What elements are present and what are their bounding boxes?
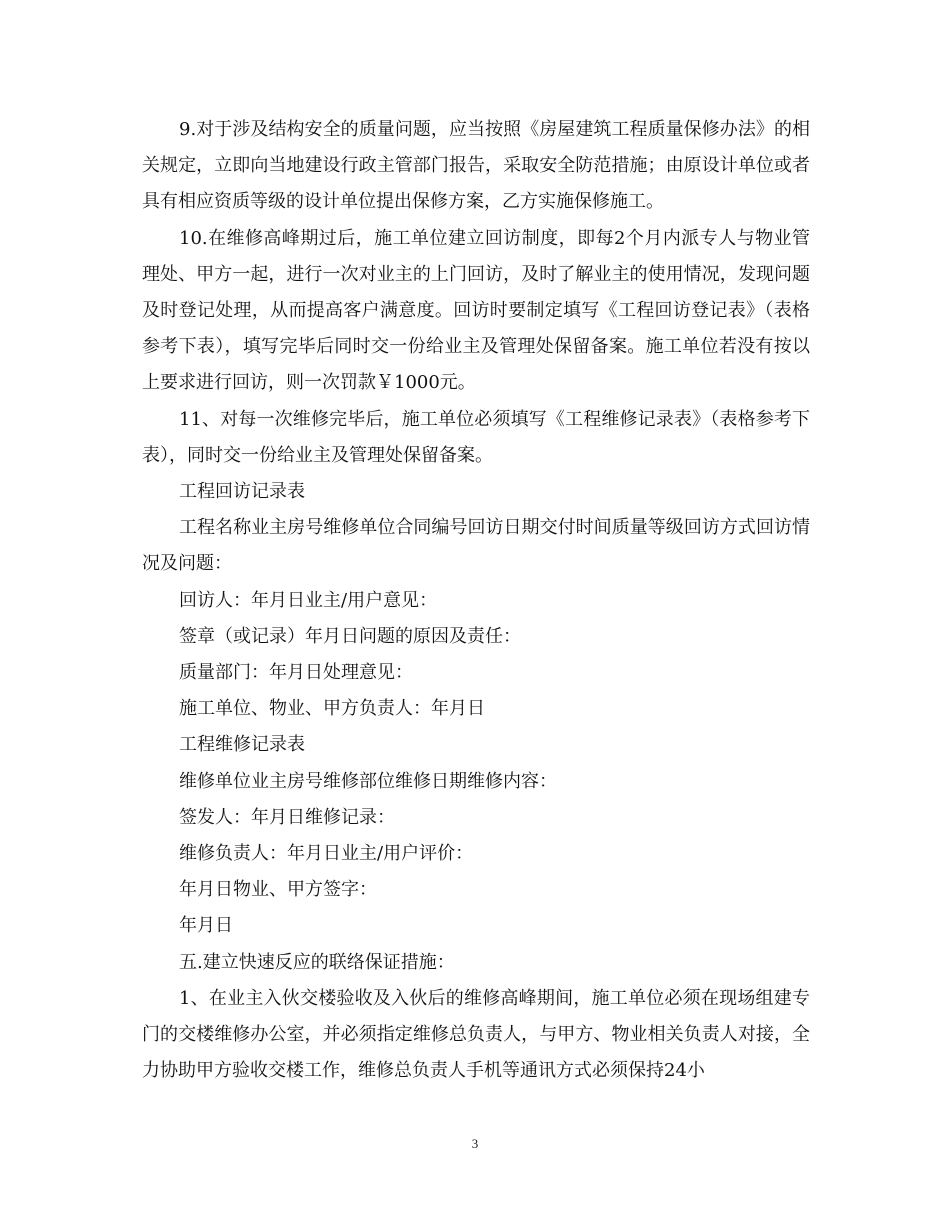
maintenance-table-fields: 维修单位业主房号维修部位维修日期维修内容： [179, 770, 557, 792]
revisit-table-line: 回访人：年月日业主/用户意见： [179, 589, 438, 611]
paragraph-item-9: 9.对于涉及结构安全的质量问题，应当按照《房屋建筑工程质量保修办法》的相关规定，立即向当地建设行政主管部门报告，采取安全防范措施；由原设计单位或者具有相应资质等级的设计单位提出保修方案，乙方实施保修施工。 [142, 119, 810, 213]
maintenance-table-title: 工程维修记录表 [179, 734, 305, 756]
page-number: 3 [471, 1136, 479, 1151]
revisit-table-fields: 工程名称业主房号维修单位合同编号回访日期交付时间质量等级回访方式回访情况及问题： [142, 517, 810, 575]
revisit-table-title: 工程回访记录表 [179, 481, 305, 503]
maintenance-table-line: 年月日物业、甲方签字： [179, 879, 377, 901]
maintenance-table-line: 年月日 [179, 915, 233, 937]
revisit-table-line: 施工单位、物业、甲方负责人：年月日 [179, 698, 485, 720]
paragraph-item-11: 11、对每一次维修完毕后，施工单位必须填写《工程维修记录表》（表格参考下表），同时交一份给业主及管理处保留备案。 [142, 408, 810, 466]
paragraph-item-10: 10.在维修高峰期过后，施工单位建立回访制度，即每2个月内派专人与物业管理处、甲方一起，进行一次对业主的上门回访，及时了解业主的使用情况，发现问题及时登记处理，从而提高客户满意度。回访时要制定填写《工程回访登记表》（表格参考下表），填写完毕后同时交一份给业主及管理处保留备案。施工单位若没有按以上要求进行回访，则一次罚款￥1000元。 [142, 227, 810, 394]
revisit-table-line: 质量部门：年月日处理意见： [179, 662, 413, 684]
document-body [142, 112, 810, 1089]
revisit-table-line: 签章（或记录）年月日问题的原因及责任： [179, 625, 521, 647]
maintenance-table-line: 维修负责人：年月日业主/用户评价： [179, 843, 474, 865]
section-heading-5: 五.建立快速反应的联络保证措施： [179, 951, 455, 973]
paragraph-item-1: 1、在业主入伙交楼验收及入伙后的维修高峰期间，施工单位必须在现场组建专门的交楼维修办公室，并必须指定维修总负责人，与甲方、物业相关负责人对接，全力协助甲方验收交楼工作，维修总负责人手机等通讯方式必须保持24小 [142, 987, 810, 1082]
maintenance-table-line: 签发人：年月日维修记录： [179, 806, 395, 828]
